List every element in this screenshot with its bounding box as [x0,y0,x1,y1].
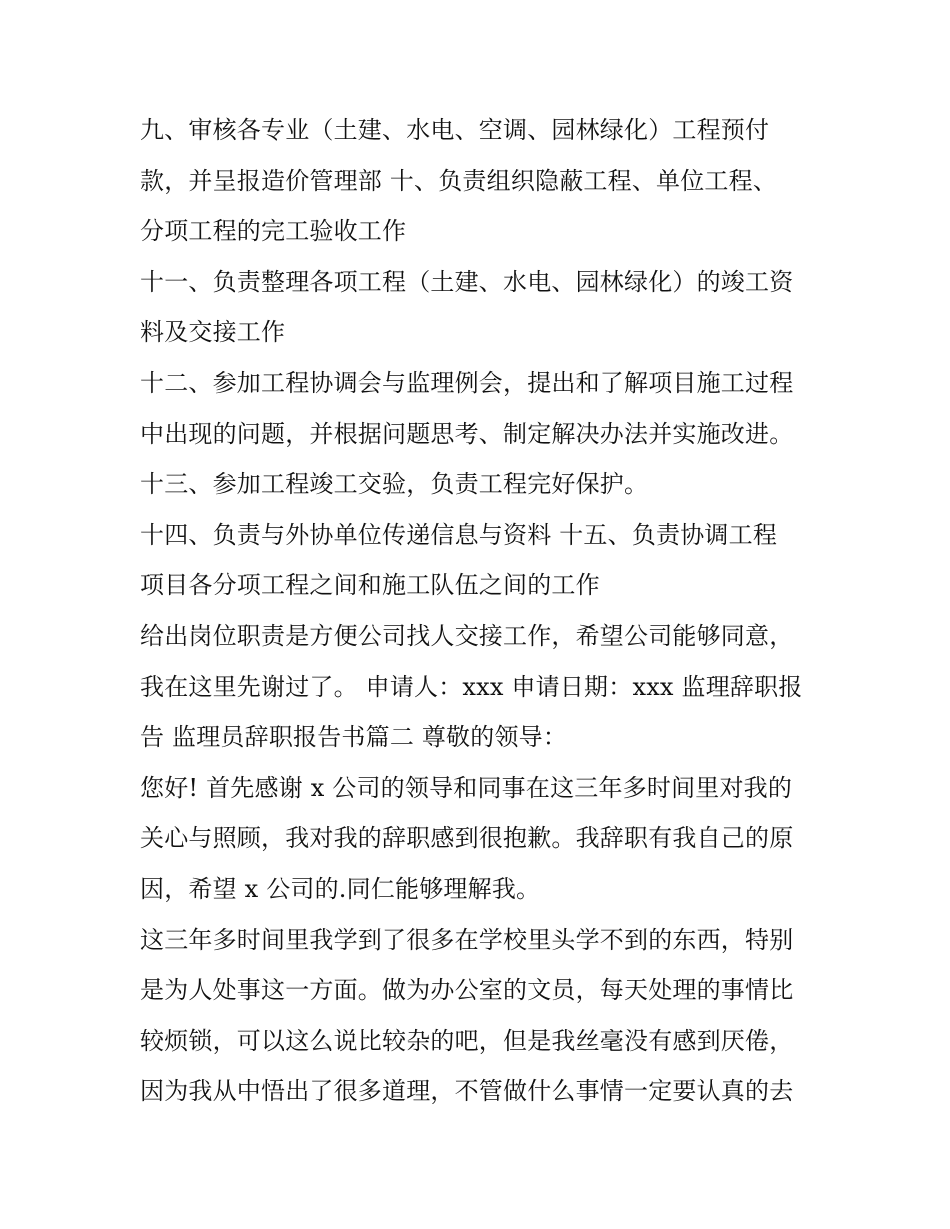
text-line: 项目各分项工程之间和施工队伍之间的工作 [140,571,600,600]
text-line: 告 监理员辞职报告书篇二 尊敬的领导： [140,723,568,752]
text-line: 这三年多时间里我学到了很多在学校里头学不到的东西，特别 [140,925,794,954]
text-line: 十二、参加工程协调会与监理例会，提出和了解项目施工过程 [140,368,794,397]
text-line: 十三、参加工程竣工交验，负责工程完好保护。 [140,470,649,499]
text-line: 我在这里先谢过了。 申请人：xxx 申请日期：xxx 监理辞职报 [140,672,803,701]
text-line: 给出岗位职责是方便公司找人交接工作，希望公司能够同意， [140,621,794,650]
text-line: 九、审核各专业（土建、水电、空调、园林绿化）工程预付 [140,116,770,144]
text-line: 款，并呈报造价管理部 十、负责组织隐蔽工程、单位工程、 [140,166,778,195]
text-line: 较烦锁，可以这么说比较杂的吧，但是我丝毫没有感到厌倦， [140,1026,794,1055]
text-line: 因为我从中悟出了很多道理，不管做什么事情一定要认真的去 [140,1077,794,1106]
text-line: 是为人处事这一方面。做为办公室的文员，每天处理的事情比 [140,976,794,1005]
text-line: 十一、负责整理各项工程（土建、水电、园林绿化）的竣工资 [140,267,794,296]
text-line: 因，希望 x 公司的.同仁能够理解我。 [140,874,541,903]
text-line: 您好! 首先感谢 x 公司的领导和同事在这三年多时间里对我的 [140,773,793,802]
text-line: 分项工程的完工验收工作 [140,217,407,246]
text-line: 料及交接工作 [140,318,286,347]
text-line: 十四、负责与外协单位传递信息与资料 十五、负责协调工程 [140,520,778,549]
text-line: 中出现的问题，并根据问题思考、制定解决办法并实施改进。 [140,419,794,448]
document-body [140,105,820,1117]
text-line: 关心与照顾，我对我的辞职感到很抱歉。我辞职有我自己的原 [140,824,794,853]
